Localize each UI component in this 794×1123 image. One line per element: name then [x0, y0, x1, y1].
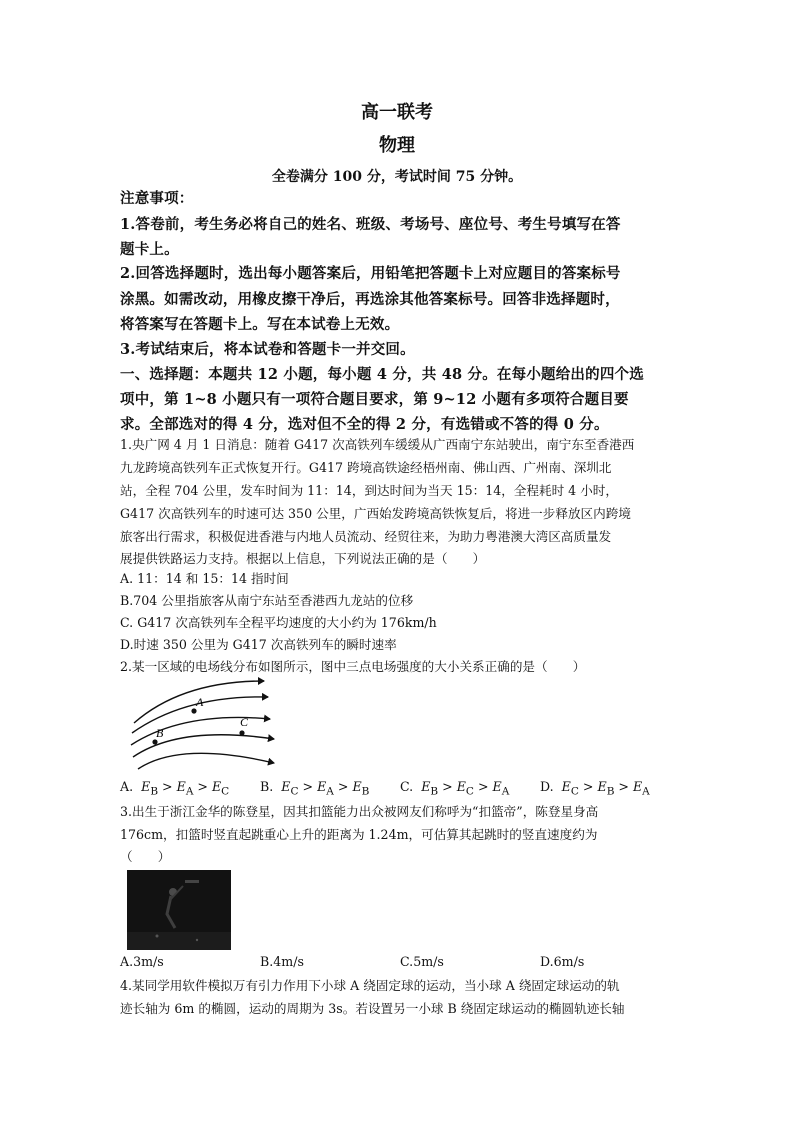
dunk-photo — [127, 870, 231, 950]
point-c-label: C — [240, 715, 249, 729]
section-line: 一、选择题：本题共 12 小题，每小题 4 分，共 48 分。在每小题给出的四个选 — [120, 366, 644, 383]
q1-option-d: D.时速 350 公里为 G417 次高铁列车的瞬时速率 — [120, 637, 397, 652]
electric-field-figure — [122, 673, 282, 773]
q3-option-c: C.5m/s — [400, 954, 444, 969]
q1-line: 九龙跨境高铁列车正式恢复开行。G417 跨境高铁途经梧州南、佛山西、广州南、深圳北 — [120, 460, 612, 475]
q4-line: 4.某同学用软件模拟万有引力作用下小球 A 绕固定球的运动，当小球 A 绕固定球运动的轨 — [120, 978, 620, 993]
q1-option-c: C. G417 次高铁列车全程平均速度的大小约为 176km/h — [120, 615, 437, 630]
field-line — [138, 753, 274, 769]
point-a-marker — [191, 708, 196, 713]
q2-option-d: D. $E_C > E_B > E_A$ — [540, 779, 650, 798]
q3-line: 3.出生于浙江金华的陈登星，因其扣篮能力出众被网友们称呼为“扣篮帝”，陈登星身高 — [120, 804, 599, 819]
q3-option-a: A.3m/s — [120, 954, 164, 969]
subject-title: 物理 — [379, 135, 415, 156]
q1-line: 站，全程 704 公里，发车时间为 11：14，到达时间为当天 15：14，全程耗时 4 小时， — [120, 483, 618, 498]
point-a-label: A — [196, 695, 204, 709]
point-c-marker — [239, 730, 244, 735]
q2-option-a: A. $E_B > E_A > E_C$ — [120, 779, 230, 798]
exam-title: 高一联考 — [361, 102, 433, 123]
notice-heading: 注意事项： — [120, 190, 194, 207]
q3-option-d: D.6m/s — [540, 954, 585, 969]
q3-option-b: B.4m/s — [260, 954, 304, 969]
q3-line: 176cm，扣篮时竖直起跳重心上升的距离为 1.24m，可估算其起跳时的竖直速度约为 — [120, 827, 598, 842]
q1-option-b: B.704 公里指旅客从南宁东站至香港西九龙站的位移 — [120, 593, 414, 608]
q1-line: 旅客出行需求，积极促进香港与内地人员流动、经贸往来，为助力粤港澳大湾区高质量发 — [120, 529, 612, 544]
q2-stem: 2.某一区域的电场线分布如图所示，图中三点电场强度的大小关系正确的是（ ） — [120, 659, 586, 674]
notice-line: 1.答卷前，考生务必将自己的姓名、班级、考场号、座位号、考生号填写在答 — [120, 216, 621, 233]
q2-option-b: B. $E_C > E_A > E_B$ — [260, 779, 370, 798]
q4-line: 迹长轴为 6m 的椭圆，运动的周期为 3s。若设置另一小球 B 绕固定球运动的椭圆轨迹长轴 — [120, 1001, 625, 1016]
section-line: 求。全部选对的得 4 分，选对但不全的得 2 分，有选错或不答的得 0 分。 — [120, 416, 609, 433]
section-line: 项中，第 1~8 小题只有一项符合题目要求，第 9~12 小题有多项符合题目要 — [120, 391, 629, 408]
field-lines-diagram — [122, 673, 282, 773]
dunk-photo-image — [127, 870, 231, 950]
notice-line: 2.回答选择题时，选出每小题答案后，用铅笔把答题卡上对应题目的答案标号 — [120, 265, 621, 282]
notice-line: 题卡上。 — [120, 241, 179, 258]
notice-line: 涂黑。如需改动，用橡皮擦干净后，再选涂其他答案标号。回答非选择题时， — [120, 291, 620, 308]
q2-option-c: C. $E_B > E_C > E_A$ — [400, 779, 510, 798]
q1-option-a: A. 11：14 和 15：14 指时间 — [120, 571, 289, 586]
exam-subtitle: 全卷满分 100 分，考试时间 75 分钟。 — [271, 169, 523, 185]
q1-line: G417 次高铁列车的时速可达 350 公里，广西始发跨境高铁恢复后，将进一步释放区内跨境 — [120, 506, 631, 521]
point-b-marker — [152, 739, 157, 744]
q1-line: 1.央广网 4 月 1 日消息：随着 G417 次高铁列车缓缓从广西南宁东站驶出，南宁东至香港西 — [120, 437, 635, 452]
notice-line: 将答案写在答题卡上。写在本试卷上无效。 — [120, 316, 400, 333]
point-b-label: B — [156, 726, 164, 740]
notice-line: 3.考试结束后，将本试卷和答题卡一并交回。 — [120, 341, 415, 358]
q1-line: 展提供铁路运力支持。根据以上信息，下列说法正确的是（ ） — [120, 551, 486, 566]
q3-line: （ ） — [120, 849, 171, 864]
